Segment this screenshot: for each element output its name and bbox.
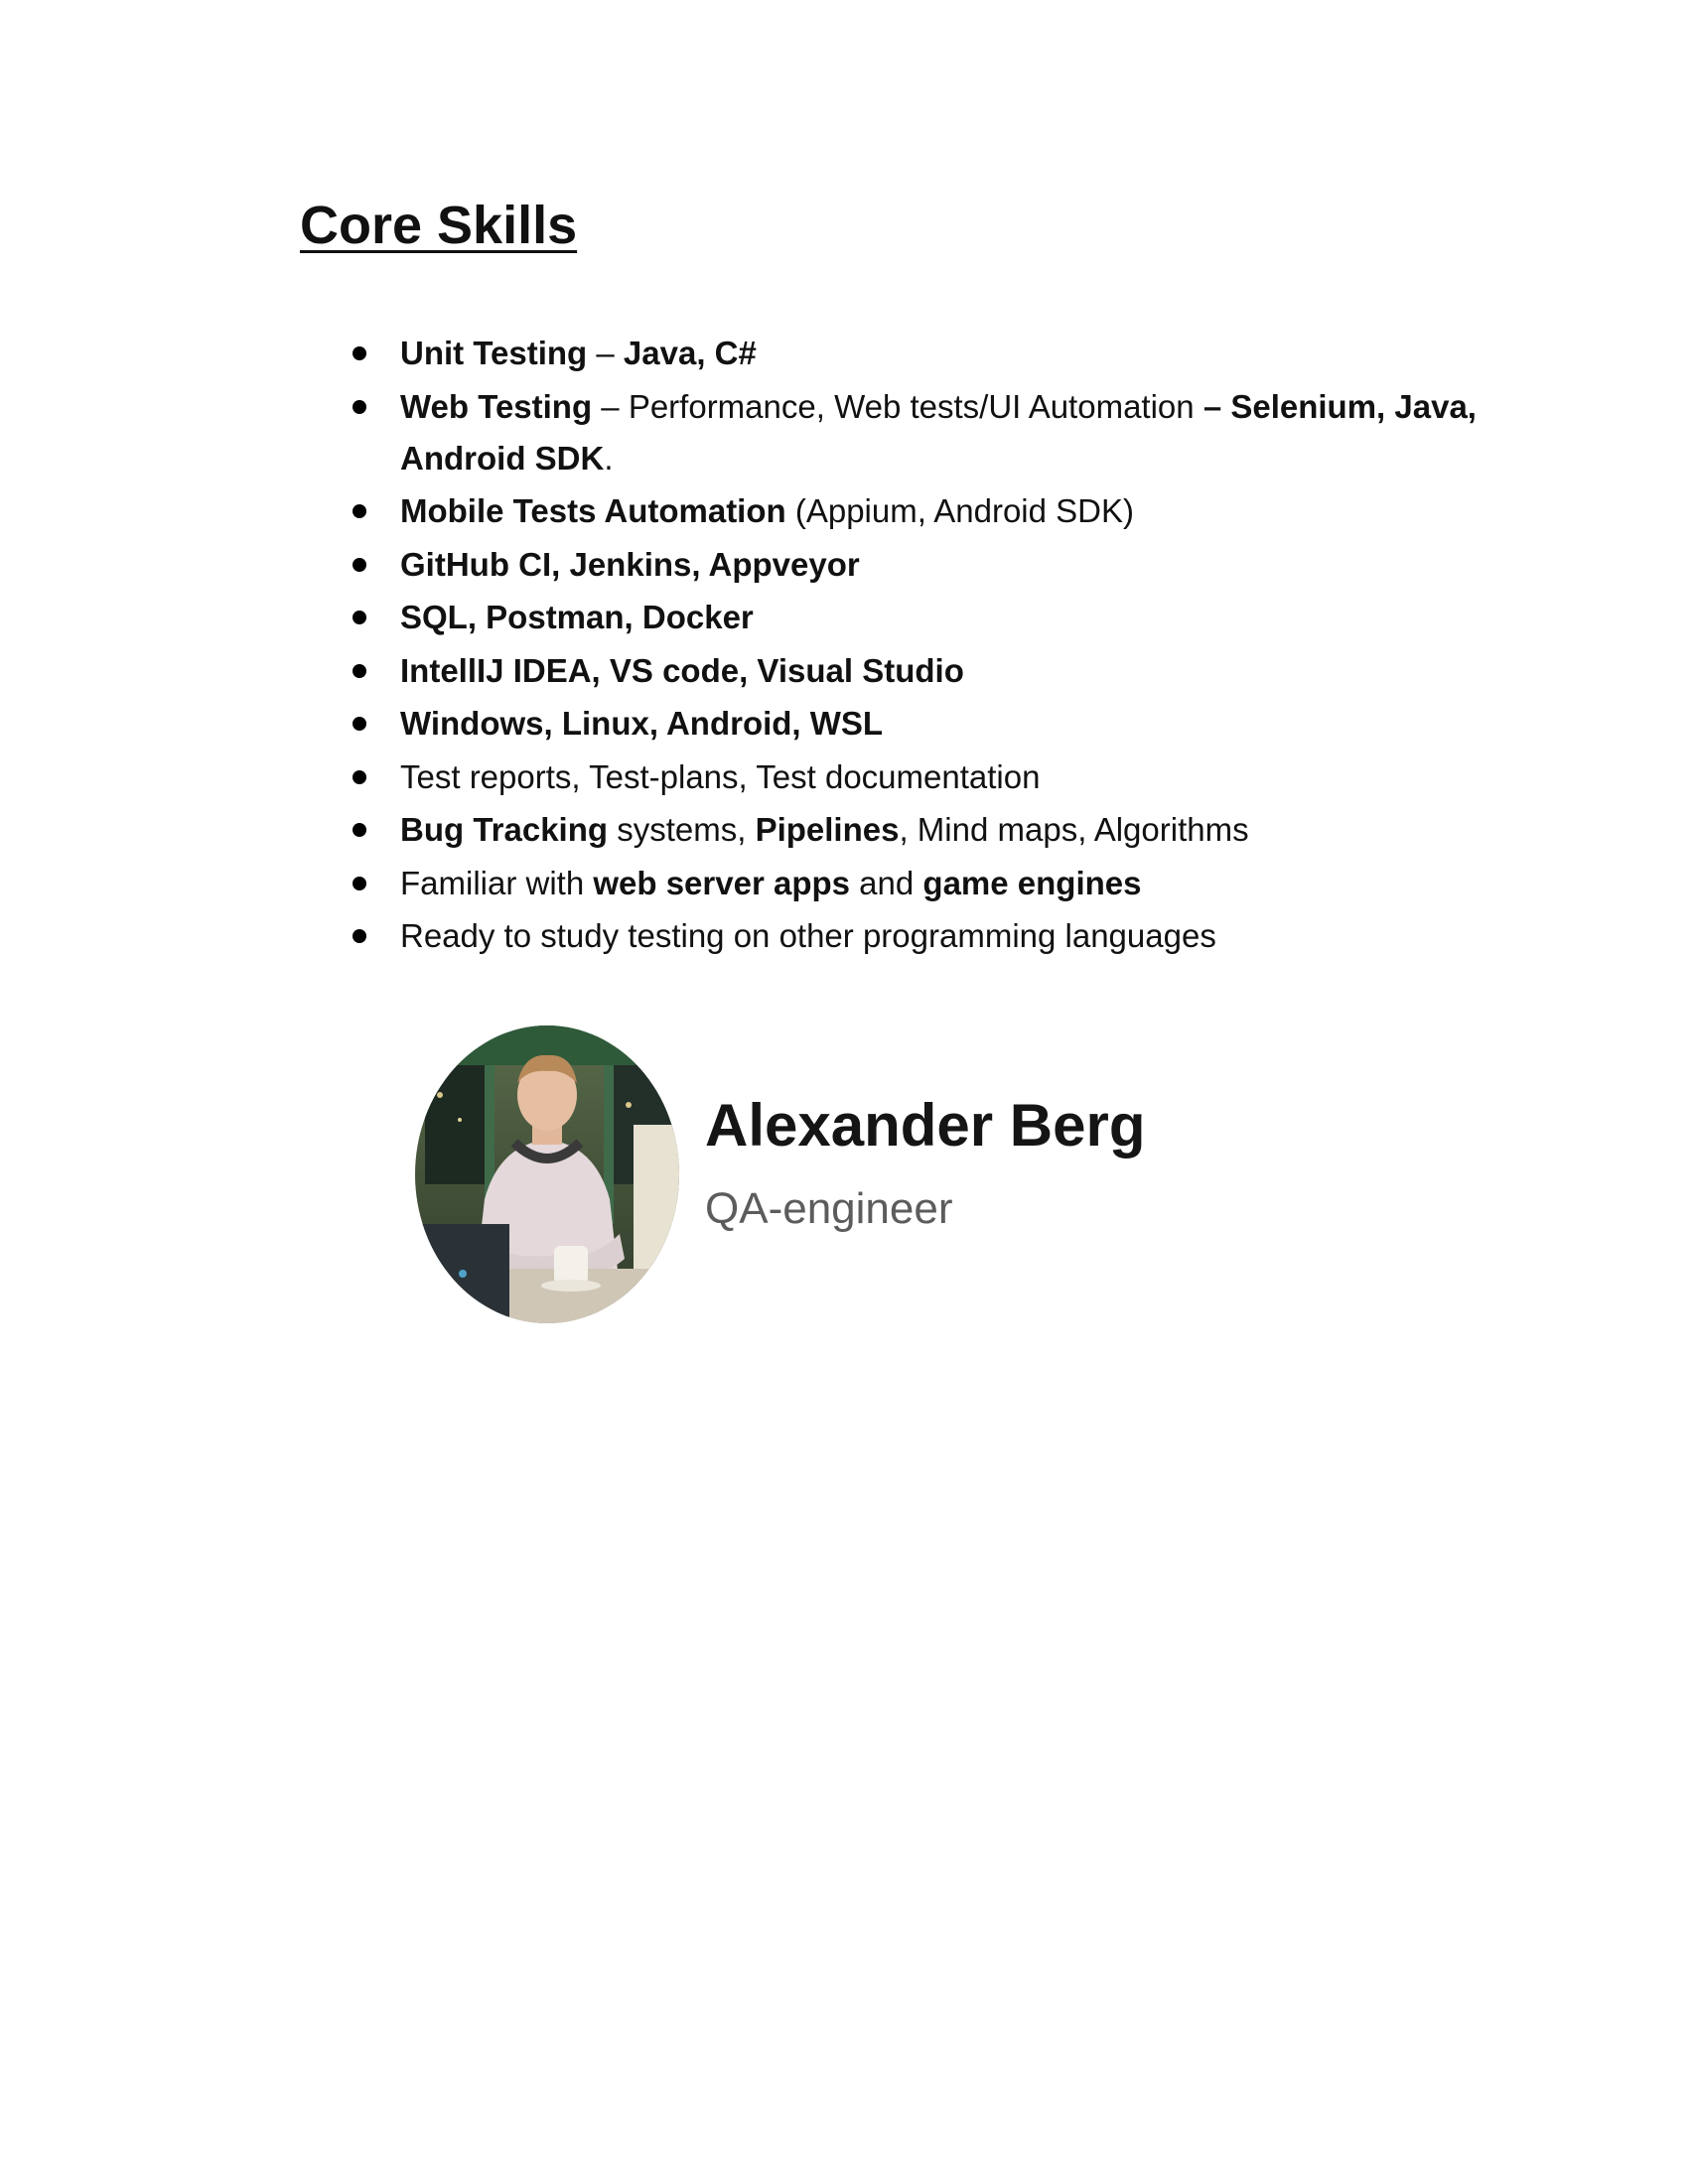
bullet-icon: [353, 929, 366, 943]
skill-item: [353, 381, 1544, 484]
skill-item: [353, 485, 1544, 537]
skill-text: and: [850, 864, 923, 901]
skill-text: Ready to study testing on other programming languages: [400, 917, 1216, 954]
skill-item: [353, 698, 1544, 750]
skill-item: [353, 804, 1544, 856]
page-title: Core Skills: [300, 196, 578, 255]
bullet-icon: [353, 664, 366, 678]
bullet-icon: [353, 558, 366, 572]
skill-text: (Appium, Android SDK): [785, 492, 1134, 529]
bullet-icon: [353, 400, 366, 414]
skill-text: .: [604, 439, 614, 477]
bullet-icon: [353, 346, 366, 360]
skill-text: –: [587, 335, 624, 371]
skill-text: Unit Testing: [400, 335, 588, 371]
bullet-icon: [353, 717, 366, 731]
skill-item: [353, 592, 1544, 643]
skill-text: Test reports, Test-plans, Test documentation: [400, 757, 1041, 795]
skill-text: Pipelines: [755, 811, 900, 848]
skill-text: Java, C#: [623, 335, 757, 371]
skill-text: systems,: [608, 811, 756, 848]
skill-item: [353, 645, 1544, 697]
bullet-icon: [353, 877, 366, 890]
profile-card: [415, 1018, 1190, 1325]
profile-name: Alexander Berg: [705, 1092, 1146, 1159]
skill-text: SQL, Postman, Docker: [400, 599, 754, 635]
skill-text: , Mind maps, Algorithms: [899, 811, 1249, 848]
skill-text: IntellIJ IDEA, VS code, Visual Studio: [400, 651, 964, 689]
bullet-icon: [353, 823, 366, 837]
profile-role: QA-engineer: [705, 1184, 953, 1233]
avatar: [415, 1025, 679, 1323]
skill-item: [353, 751, 1544, 803]
bullet-icon: [353, 611, 366, 624]
skill-text: GitHub CI, Jenkins, Appveyor: [400, 545, 860, 583]
skills-list: [353, 328, 1544, 964]
bullet-icon: [353, 504, 366, 518]
skill-text: Mobile Tests Automation: [400, 492, 786, 529]
skill-text: – Selenium, Java, Android SDK: [400, 387, 1477, 477]
skill-item: [353, 328, 1544, 379]
skill-text: – Performance, Web tests/UI Automation: [592, 387, 1203, 425]
skill-text: web server apps: [593, 864, 850, 901]
bullet-icon: [353, 770, 366, 784]
skill-text: game engines: [922, 864, 1142, 901]
skill-item: [353, 539, 1544, 591]
skill-text: Bug Tracking: [400, 811, 609, 848]
skill-text: Web Testing: [400, 387, 593, 425]
skill-item: [353, 910, 1544, 962]
skill-item: [353, 858, 1544, 909]
skill-text: Windows, Linux, Android, WSL: [400, 705, 884, 742]
skill-text: Familiar with: [400, 864, 594, 901]
